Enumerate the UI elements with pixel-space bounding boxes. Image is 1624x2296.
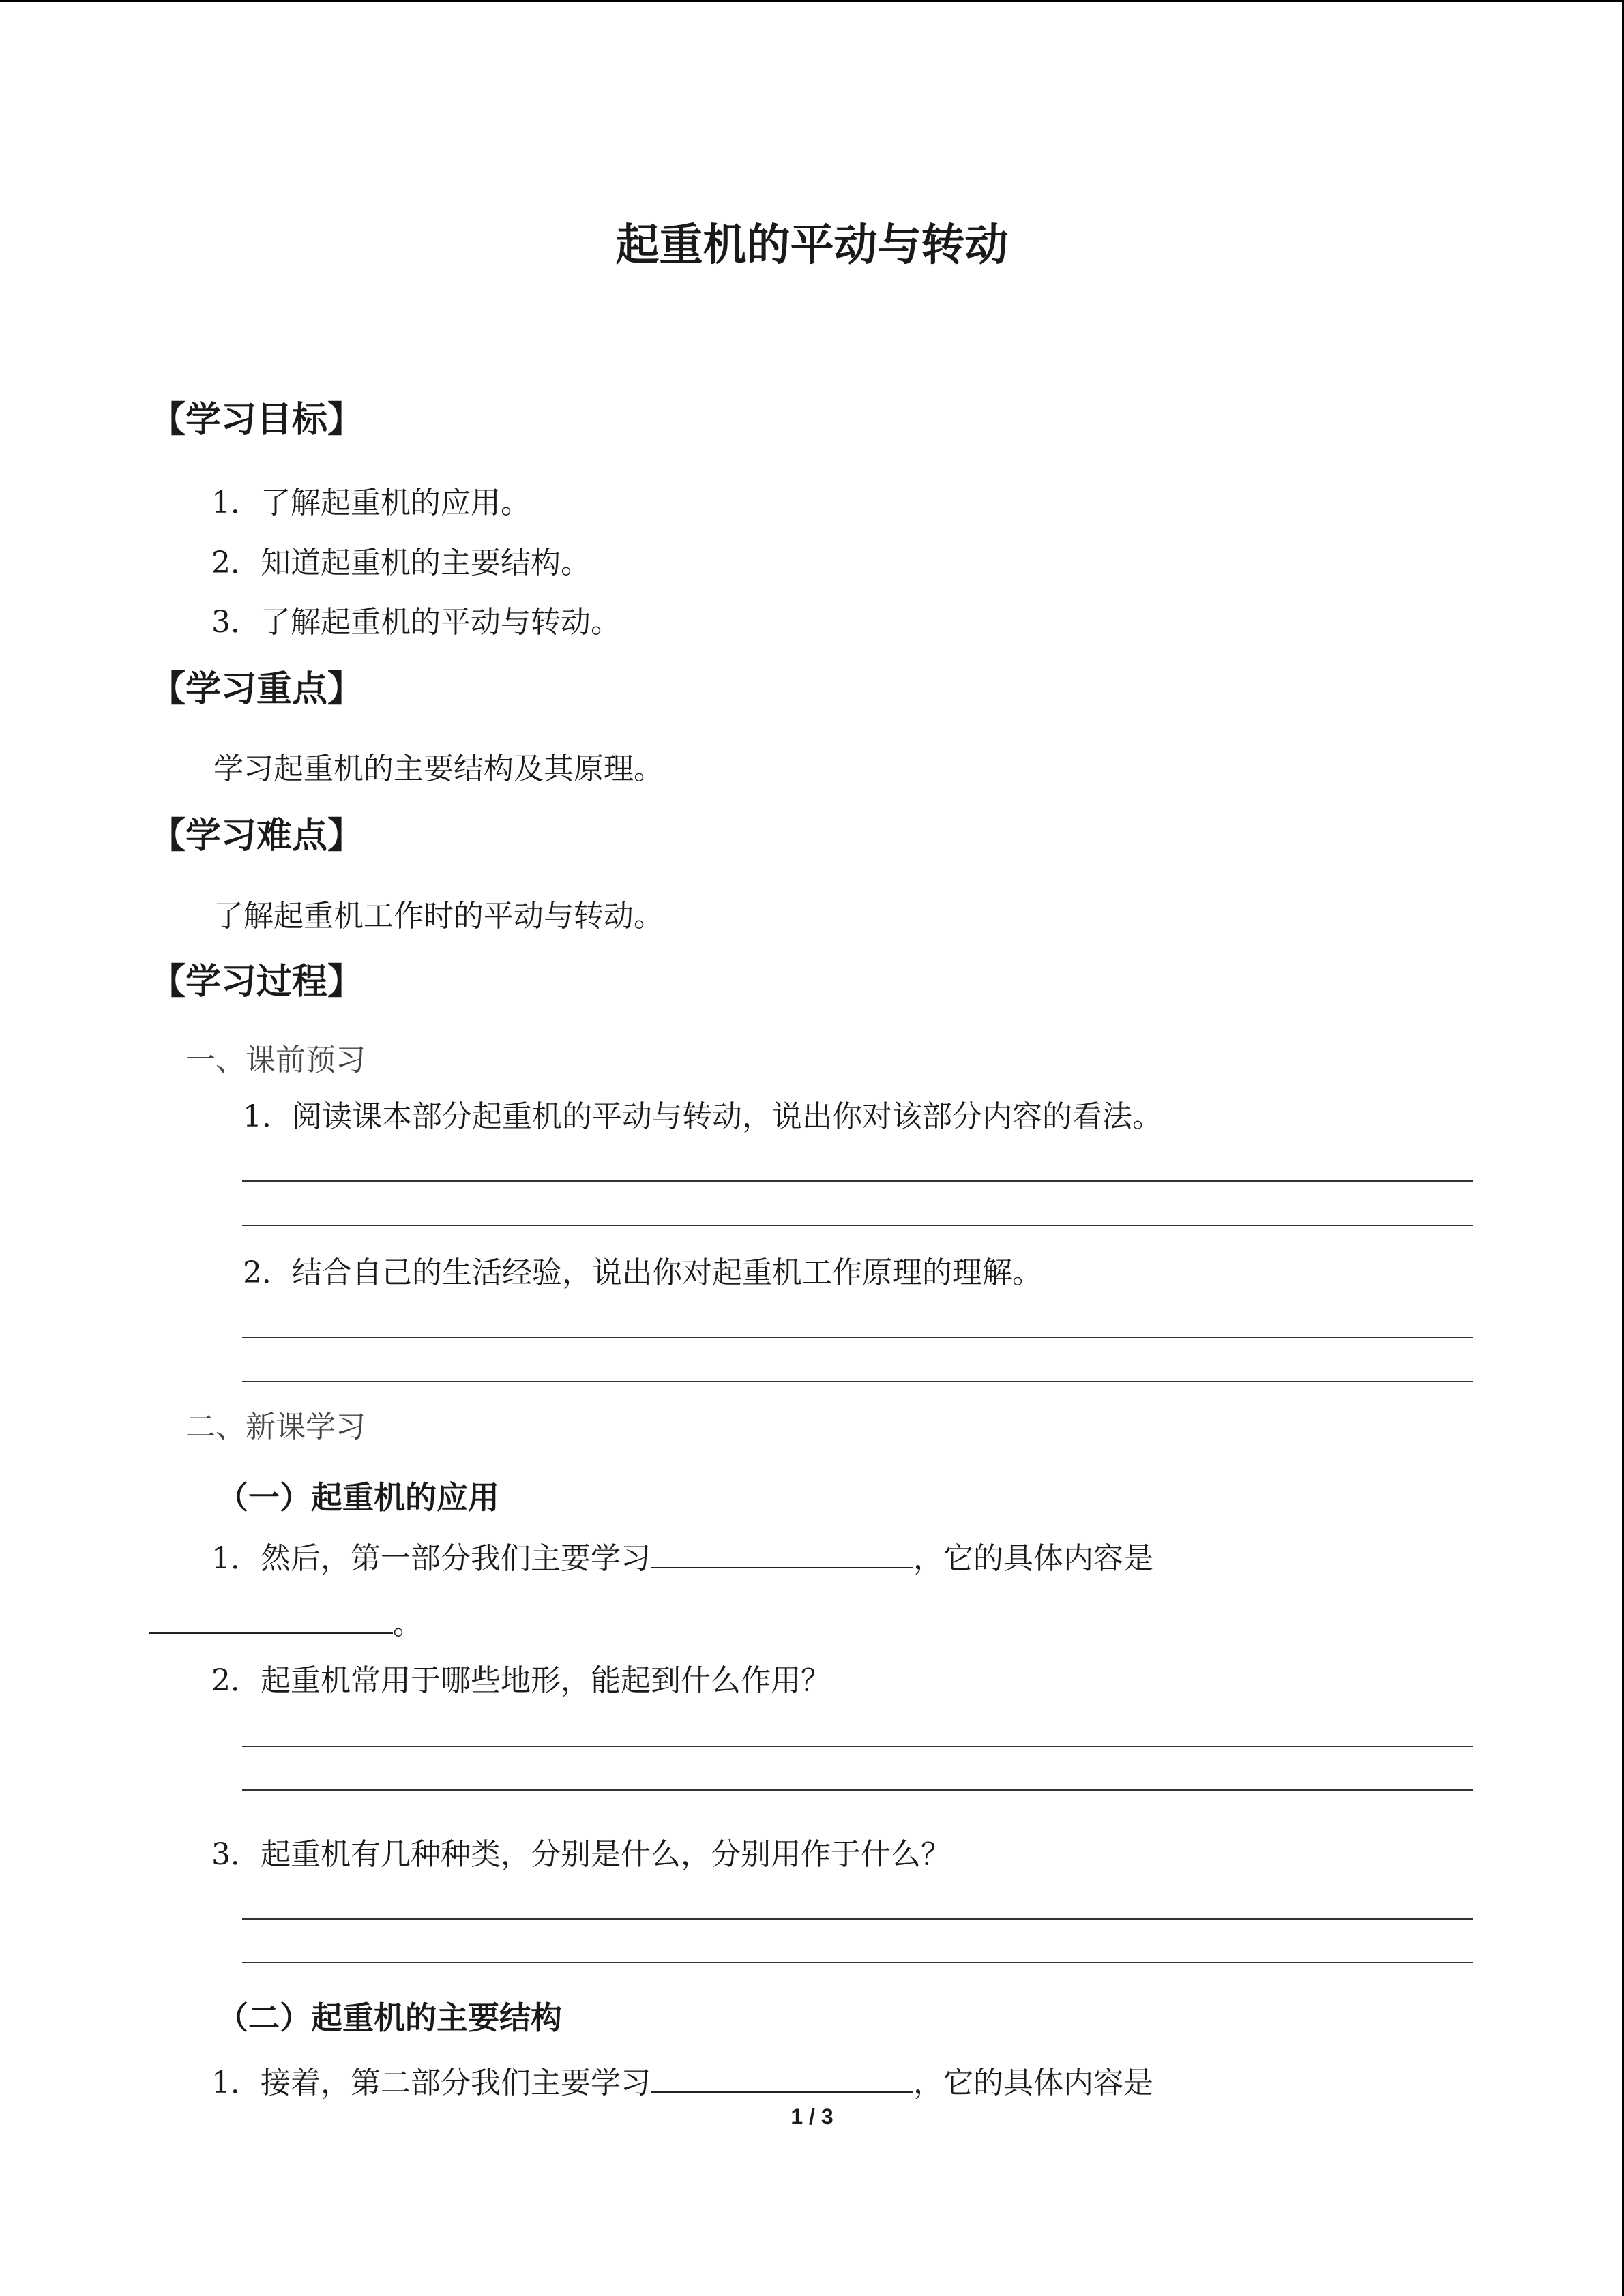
part1-question-1-cont <box>149 1599 423 1643</box>
difficulties-heading: 【学习难点】 <box>150 816 364 856</box>
answer-line[interactable] <box>242 1225 1473 1226</box>
objective-item-2: 2．知道起重机的主要结构。 <box>211 546 591 580</box>
process-heading: 【学习过程】 <box>150 961 364 1002</box>
page-number: 1 / 3 <box>791 2104 833 2129</box>
new-lesson-label: 二、新课学习 <box>186 1410 366 1444</box>
objective-item-3: 3．了解起重机的平动与转动。 <box>211 605 621 640</box>
part1-q1-prefix: 1．然后，第一部分我们主要学习 <box>211 1541 651 1576</box>
part1-question-1 <box>211 1534 1153 1577</box>
answer-line[interactable] <box>242 1746 1473 1747</box>
key-points-heading: 【学习重点】 <box>150 669 364 710</box>
fill-in-blank[interactable] <box>651 1537 913 1568</box>
part1-question-3: 3．起重机有几种种类，分别是什么，分别用作于什么？ <box>211 1837 951 1872</box>
objectives-heading: 【学习目标】 <box>150 400 364 441</box>
key-points-text: 学习起重机的主要结构及其原理。 <box>213 751 664 786</box>
answer-line[interactable] <box>242 1337 1473 1338</box>
part1-q1-end: 。 <box>393 1607 423 1641</box>
part2-title: （二）起重机的主要结构 <box>217 1999 562 2036</box>
fill-in-blank[interactable] <box>149 1602 393 1634</box>
page-title: 起重机的平动与转动 <box>615 220 1009 271</box>
preview-question-2: 2．结合自己的生活经验，说出你对起重机工作原理的理解。 <box>243 1255 1042 1290</box>
difficulties-text: 了解起重机工作时的平动与转动。 <box>213 899 664 934</box>
preview-label: 一、课前预习 <box>186 1043 366 1077</box>
preview-question-1: 1．阅读课本部分起重机的平动与转动，说出你对该部分内容的看法。 <box>243 1099 1162 1134</box>
objective-item-1: 1．了解起重机的应用。 <box>211 486 531 520</box>
answer-line[interactable] <box>242 1962 1473 1963</box>
part1-question-2: 2．起重机常用于哪些地形，能起到什么作用？ <box>211 1663 831 1698</box>
answer-line[interactable] <box>242 1180 1473 1182</box>
part2-q1-suffix: ，它的具体内容是 <box>913 2066 1153 2100</box>
part2-question-1 <box>211 2058 1153 2102</box>
answer-line[interactable] <box>242 1789 1473 1791</box>
answer-line[interactable] <box>242 1381 1473 1382</box>
part1-title: （一）起重机的应用 <box>217 1479 499 1516</box>
part2-q1-prefix: 1．接着，第二部分我们主要学习 <box>211 2066 651 2100</box>
fill-in-blank[interactable] <box>651 2061 913 2093</box>
part1-q1-suffix: ，它的具体内容是 <box>913 1541 1153 1576</box>
answer-line[interactable] <box>242 1918 1473 1920</box>
